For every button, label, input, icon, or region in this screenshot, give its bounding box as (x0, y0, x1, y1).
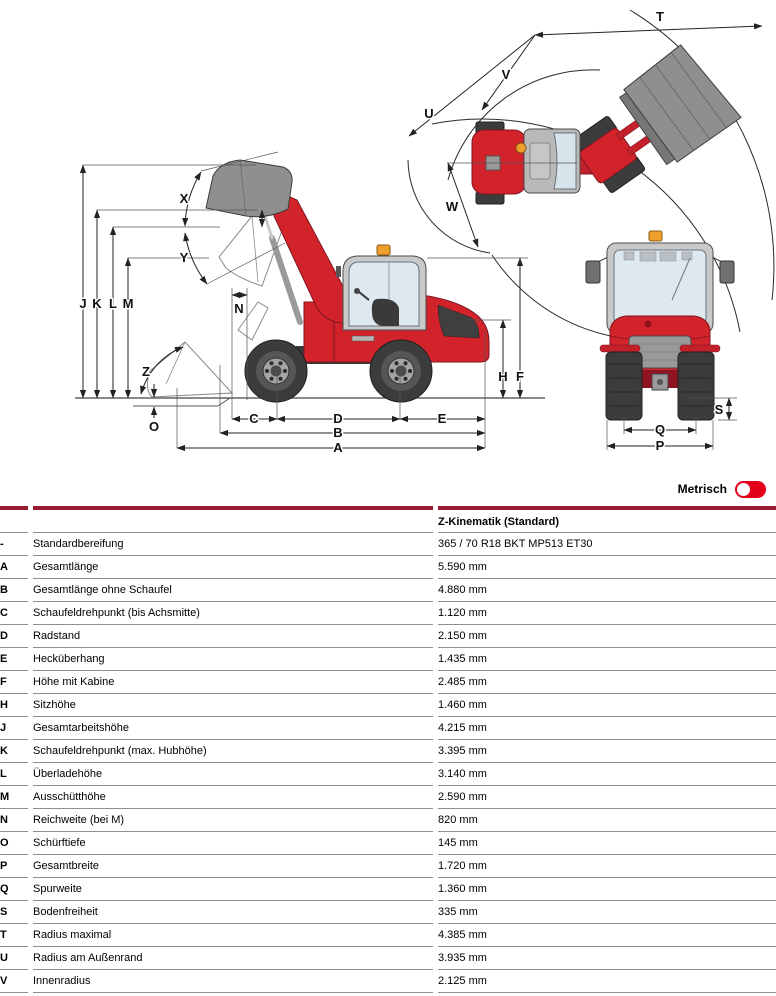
row-value: 1.120 mm (438, 601, 776, 624)
row-key: M (0, 785, 28, 808)
row-label: Reichweite (bei M) (33, 808, 433, 831)
metric-toggle-label: Metrisch (677, 482, 727, 496)
header-label-cell (33, 506, 433, 532)
row-label: Schürftiefe (33, 831, 433, 854)
dim-label-n: N (234, 301, 244, 316)
table-header-row (0, 506, 776, 532)
row-key: Q (0, 877, 28, 900)
dim-label-a: A (333, 440, 343, 455)
table-row (0, 670, 776, 693)
table-column-header: Z-Kinematik (Standard) (438, 506, 776, 532)
row-value: 5.590 mm (438, 555, 776, 578)
dimension-diagram (0, 0, 776, 472)
row-value: 2.485 mm (438, 670, 776, 693)
table-row (0, 969, 776, 992)
row-key: D (0, 624, 28, 647)
row-label: Gesamtlänge ohne Schaufel (33, 578, 433, 601)
row-value: 4.880 mm (438, 578, 776, 601)
row-value: 4.215 mm (438, 716, 776, 739)
row-label: Schaufeldrehpunkt (bis Achsmitte) (33, 601, 433, 624)
row-label: Schaufeldrehpunkt (max. Hubhöhe) (33, 739, 433, 762)
row-label: Standardbereifung (33, 532, 433, 555)
front-wheel (245, 340, 307, 402)
footer-label-cell (33, 992, 433, 994)
row-key: P (0, 854, 28, 877)
top-view (408, 9, 774, 340)
row-label: Höhe mit Kabine (33, 670, 433, 693)
row-value: 2.590 mm (438, 785, 776, 808)
row-label: Gesamtbreite (33, 854, 433, 877)
beacon-top-view (516, 143, 526, 153)
row-value: 4.385 mm (438, 923, 776, 946)
row-value: 2.150 mm (438, 624, 776, 647)
table-row (0, 831, 776, 854)
spec-table (0, 506, 776, 994)
table-row (0, 785, 776, 808)
row-key: O (0, 831, 28, 854)
dim-label-m: M (122, 296, 134, 311)
rear-wheel (370, 340, 432, 402)
row-key: V (0, 969, 28, 992)
row-key: T (0, 923, 28, 946)
row-key: A (0, 555, 28, 578)
dim-label-d: D (333, 411, 343, 426)
table-row (0, 946, 776, 969)
row-value: 3.935 mm (438, 946, 776, 969)
table-row (0, 739, 776, 762)
row-label: Überladehöhe (33, 762, 433, 785)
table-row (0, 923, 776, 946)
dim-label-e: E (437, 411, 447, 426)
dim-label-c: C (249, 411, 259, 426)
dim-label-u: U (424, 106, 434, 121)
beacon-side-view (377, 245, 390, 255)
table-row (0, 808, 776, 831)
header-key-cell (0, 506, 28, 532)
dim-label-b: B (333, 425, 343, 440)
table-row (0, 877, 776, 900)
bucket-raised (206, 160, 292, 217)
row-label: Gesamtlänge (33, 555, 433, 578)
row-value: 365 / 70 R18 BKT MP513 ET30 (438, 532, 776, 555)
dim-label-l: L (109, 296, 117, 311)
table-row (0, 601, 776, 624)
dim-label-f: F (516, 369, 524, 384)
row-label: Radius am Außenrand (33, 946, 433, 969)
top-view-loader (472, 40, 741, 205)
row-label: Radius maximal (33, 923, 433, 946)
table-row (0, 555, 776, 578)
row-key: F (0, 670, 28, 693)
row-label: Gesamtarbeitshöhe (33, 716, 433, 739)
unit-toggle-row (0, 472, 776, 506)
row-key: - (0, 532, 28, 555)
row-key: C (0, 601, 28, 624)
row-value: 820 mm (438, 808, 776, 831)
dim-label-s: S (714, 402, 724, 417)
dim-label-w: W (445, 199, 459, 214)
rear-wheel-left (606, 352, 642, 420)
rear-wheel-right (678, 352, 714, 420)
table-row (0, 900, 776, 923)
seat (372, 299, 399, 326)
loader-dimension-drawing (0, 0, 776, 472)
table-row (0, 624, 776, 647)
row-label: Bodenfreiheit (33, 900, 433, 923)
mirror-left (586, 261, 600, 283)
table-footer-row (0, 992, 776, 994)
row-value: 1.720 mm (438, 854, 776, 877)
footer-key-cell (0, 992, 28, 994)
row-value: 145 mm (438, 831, 776, 854)
row-value: 3.140 mm (438, 762, 776, 785)
dim-label-z: Z (142, 364, 150, 379)
dim-label-v: V (501, 67, 511, 82)
metric-toggle[interactable] (735, 481, 766, 498)
table-row (0, 532, 776, 555)
dim-label-h: H (498, 369, 508, 384)
row-key: L (0, 762, 28, 785)
row-label: Innenradius (33, 969, 433, 992)
table-row (0, 693, 776, 716)
row-label: Spurweite (33, 877, 433, 900)
dim-label-o: O (148, 419, 160, 434)
dim-label-q: Q (654, 422, 666, 437)
dim-label-y: Y (179, 250, 189, 265)
row-key: N (0, 808, 28, 831)
dim-label-p: P (655, 438, 665, 453)
row-value: 2.125 mm (438, 969, 776, 992)
dim-label-x: X (179, 191, 189, 206)
table-row (0, 647, 776, 670)
row-value: 335 mm (438, 900, 776, 923)
footer-value-cell (438, 992, 776, 994)
ghost-bucket-ground (147, 342, 232, 397)
row-value: 1.435 mm (438, 647, 776, 670)
table-row (0, 854, 776, 877)
dim-label-k: K (92, 296, 102, 311)
row-key: J (0, 716, 28, 739)
row-label: Radstand (33, 624, 433, 647)
dim-label-t: T (656, 9, 664, 24)
row-value: 3.395 mm (438, 739, 776, 762)
beacon-rear-view (649, 231, 662, 241)
side-view (75, 152, 545, 455)
row-value: 1.360 mm (438, 877, 776, 900)
row-key: E (0, 647, 28, 670)
mirror-right (720, 261, 734, 283)
row-key: S (0, 900, 28, 923)
row-key: H (0, 693, 28, 716)
table-row (0, 762, 776, 785)
spec-table-body (0, 532, 776, 992)
row-key: K (0, 739, 28, 762)
row-key: B (0, 578, 28, 601)
dim-label-j: J (79, 296, 87, 311)
row-label: Hecküberhang (33, 647, 433, 670)
row-value: 1.460 mm (438, 693, 776, 716)
toggle-knob (737, 483, 750, 496)
row-label: Ausschütthöhe (33, 785, 433, 808)
row-key: U (0, 946, 28, 969)
table-row (0, 578, 776, 601)
rear-view (586, 231, 737, 453)
row-label: Sitzhöhe (33, 693, 433, 716)
table-row (0, 716, 776, 739)
